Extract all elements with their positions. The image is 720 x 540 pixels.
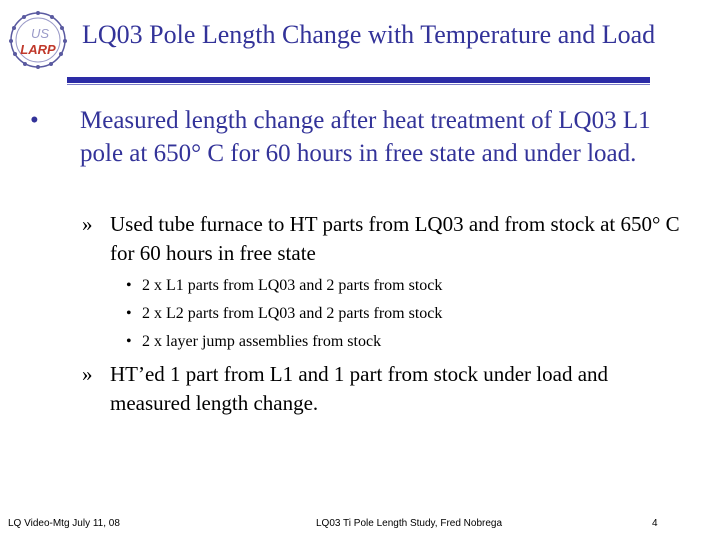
logo-us-text: US [30,26,50,41]
list-item-text: 2 x layer jump assemblies from stock [142,333,382,350]
list-item [126,332,686,352]
title-rule [67,77,650,83]
sub-bullet-1 [82,210,692,268]
list-item-text: 2 x L2 parts from LQ03 and 2 parts from stock [142,305,443,322]
list-item [126,304,686,324]
footer-title: LQ03 Ti Pole Length Study, Fred Nobrega [316,518,503,529]
bullet-dot-icon: • [30,107,39,134]
title-rule-shadow [67,84,650,85]
page-number: 4 [652,518,658,529]
bullet-dot-icon: • [126,305,132,322]
main-bullet-text: Measured length change after heat treatment of LQ03 L1 pole at 650° C for 60 hours in free state and under load. [80,107,651,167]
sub-bullet-2 [82,360,692,418]
slide-title: LQ03 Pole Length Change with Temperature and Load [82,20,656,49]
bullet-dot-icon: • [126,333,132,350]
logo-larp-text: LARP [20,42,56,57]
list-item [126,276,686,296]
footer-date: LQ Video-Mtg July 11, 08 [8,518,120,529]
chevron-bullet-icon: » [82,212,93,236]
bullet-dot-icon: • [126,277,132,294]
us-larp-logo [6,8,70,72]
sub-bullet-2-text: HT’ed 1 part from L1 and 1 part from stock under load and measured length change. [110,362,609,415]
main-bullet [30,104,690,170]
list-item-text: 2 x L1 parts from LQ03 and 2 parts from stock [142,277,443,294]
chevron-bullet-icon: » [82,362,93,386]
sub-bullet-1-text: Used tube furnace to HT parts from LQ03 and from stock at 650° C for 60 hours in free state [110,212,680,265]
